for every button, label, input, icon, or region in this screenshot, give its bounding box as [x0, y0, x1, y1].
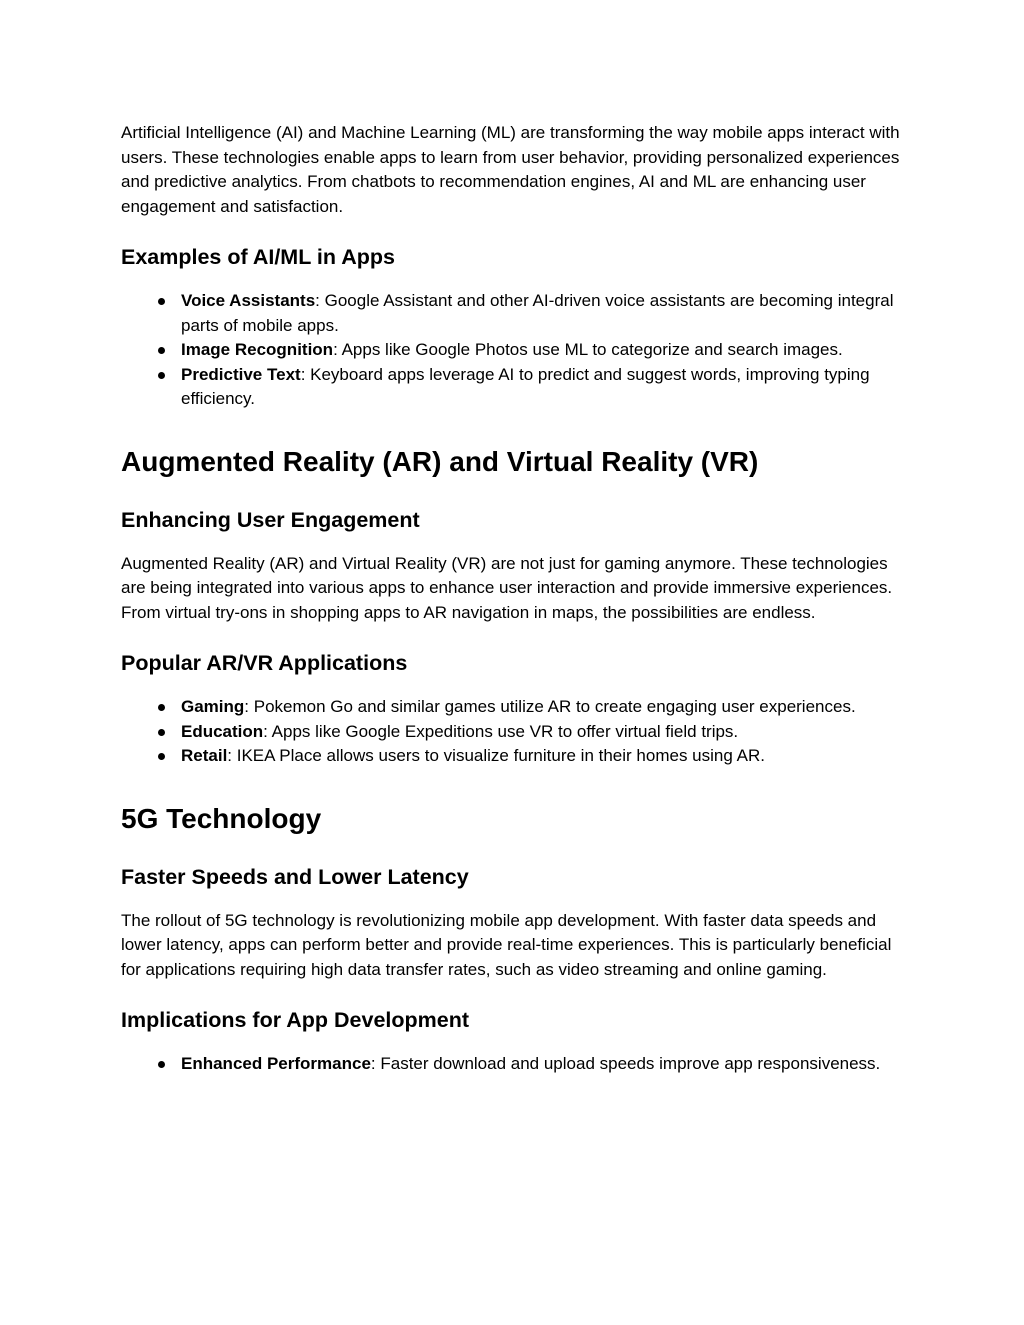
bullet-icon	[158, 372, 165, 379]
list-item-term: Image Recognition	[181, 340, 334, 359]
bullet-icon	[158, 347, 165, 354]
arvr-applications-list	[121, 695, 903, 769]
bullet-icon	[158, 1061, 165, 1068]
arvr-paragraph: Augmented Reality (AR) and Virtual Reality (VR) are not just for gaming anymore. These technologies are being integrated into various apps to enhance user interaction and provide immersive experiences. From virtual try-ons in shopping apps to AR navigation in maps, the possibilities are endless.	[121, 553, 893, 622]
list-item-desc: : IKEA Place allows users to visualize furniture in their homes using AR.	[227, 746, 765, 765]
list-item	[121, 338, 903, 363]
bullet-icon	[158, 729, 165, 736]
list-item-desc: : Google Assistant and other AI-driven voice assistants are becoming integral parts of mobile apps.	[181, 291, 894, 335]
bullet-icon	[158, 298, 165, 305]
bullet-icon	[158, 704, 165, 711]
5g-implications-list	[121, 1052, 903, 1077]
heading-5g-technology: 5G Technology	[121, 802, 322, 834]
list-item	[121, 1052, 903, 1077]
heading-faster-speeds: Faster Speeds and Lower Latency	[121, 864, 469, 889]
list-item-desc: : Faster download and upload speeds improve app responsiveness.	[370, 1054, 881, 1073]
list-item-term: Voice Assistants	[181, 291, 316, 310]
list-item-term: Enhanced Performance	[181, 1054, 371, 1073]
list-item-term: Predictive Text	[181, 364, 301, 384]
list-item-term: Gaming	[181, 697, 245, 716]
bullet-icon	[158, 753, 165, 760]
5g-paragraph: The rollout of 5G technology is revolutionizing mobile app development. With faster data speeds and lower latency, apps can perform better and provide real-time experiences. This is particularly beneficial for applications requiring high data transfer rates, such as video streaming and online gaming.	[121, 910, 892, 979]
heading-implications-app-development: Implications for App Development	[121, 1008, 470, 1032]
list-item-term: Retail	[181, 746, 228, 765]
list-item	[121, 744, 903, 769]
heading-popular-arvr-applications: Popular AR/VR Applications	[121, 651, 408, 675]
list-item-desc: : Apps like Google Photos use ML to categorize and search images.	[333, 340, 843, 359]
intro-paragraph: Artificial Intelligence (AI) and Machine Learning (ML) are transforming the way mobile apps interact with users. These technologies enable apps to learn from user behavior, providing personalized experiences and predictive analytics. From chatbots to recommendation engines, AI and ML are enhancing user engagement and satisfaction.	[121, 123, 900, 216]
list-item	[121, 695, 903, 720]
list-item	[121, 363, 903, 412]
heading-examples-aiml: Examples of AI/ML in Apps	[121, 245, 395, 269]
list-item-term: Education	[181, 721, 264, 741]
list-item	[121, 289, 903, 338]
heading-arvr: Augmented Reality (AR) and Virtual Reality (VR)	[121, 445, 759, 477]
list-item-desc: : Keyboard apps leverage AI to predict and suggest words, improving typing efficiency.	[181, 364, 870, 408]
list-item-desc: : Pokemon Go and similar games utilize AR to create engaging user experiences.	[244, 697, 856, 716]
list-item	[121, 720, 903, 745]
aiml-examples-list	[121, 289, 903, 412]
heading-enhancing-engagement: Enhancing User Engagement	[121, 507, 420, 532]
list-item-desc: : Apps like Google Expeditions use VR to offer virtual field trips.	[263, 721, 739, 741]
